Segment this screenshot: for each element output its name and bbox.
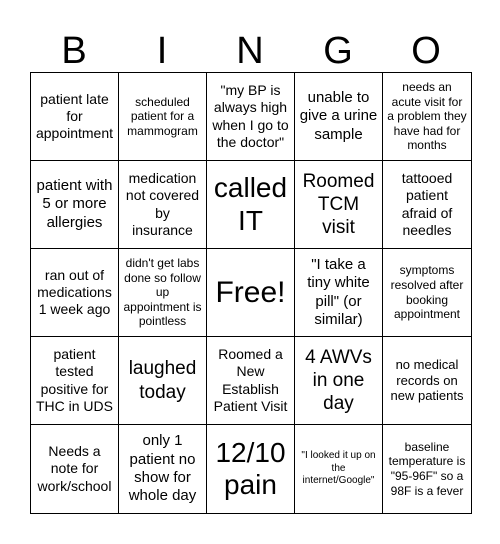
- bingo-cell-r4-c1[interactable]: patient tested positive for THC in UDS: [31, 337, 119, 425]
- bingo-cell-r2-c5[interactable]: tattooed patient afraid of needles: [383, 161, 471, 249]
- bingo-cell-r4-c3[interactable]: Roomed a New Establish Patient Visit: [207, 337, 295, 425]
- bingo-cell-r1-c1[interactable]: patient late for appointment: [31, 73, 119, 161]
- bingo-cell-r5-c3[interactable]: 12/10 pain: [207, 425, 295, 513]
- bingo-cell-r1-c5[interactable]: needs an acute visit for a problem they have had for months: [383, 73, 471, 161]
- header-letter-n: N: [236, 30, 264, 72]
- bingo-cell-r2-c3[interactable]: called IT: [207, 161, 295, 249]
- bingo-cell-r3-c2[interactable]: didn't get labs done so follow up appointment is pointless: [119, 249, 207, 337]
- bingo-cell-r1-c3[interactable]: "my BP is always high when I go to the doctor": [207, 73, 295, 161]
- bingo-cell-r3-c1[interactable]: ran out of medications 1 week ago: [31, 249, 119, 337]
- bingo-cell-r1-c2[interactable]: scheduled patient for a mammogram: [119, 73, 207, 161]
- bingo-cell-r2-c2[interactable]: medication not covered by insurance: [119, 161, 207, 249]
- bingo-cell-r3-c4[interactable]: "I take a tiny white pill" (or similar): [295, 249, 383, 337]
- bingo-cell-r4-c2[interactable]: laughed today: [119, 337, 207, 425]
- bingo-cell-r4-c4[interactable]: 4 AWVs in one day: [295, 337, 383, 425]
- bingo-cell-r1-c4[interactable]: unable to give a urine sample: [295, 73, 383, 161]
- bingo-cell-r5-c2[interactable]: only 1 patient no show for whole day: [119, 425, 207, 513]
- bingo-cell-r2-c4[interactable]: Roomed TCM visit: [295, 161, 383, 249]
- header-letter-b: B: [61, 30, 87, 72]
- bingo-cell-r2-c1[interactable]: patient with 5 or more allergies: [31, 161, 119, 249]
- header-letter-i: I: [156, 30, 168, 72]
- header-letter-o: O: [411, 30, 441, 72]
- bingo-cell-r5-c5[interactable]: baseline temperature is "95-96F" so a 98F is a fever: [388, 439, 466, 498]
- header-letter-g: G: [323, 30, 353, 72]
- bingo-cell-r5-c1[interactable]: Needs a note for work/school: [31, 425, 119, 513]
- bingo-board: [30, 72, 472, 514]
- bingo-cell-r3-c5[interactable]: symptoms resolved after booking appointment: [383, 249, 471, 337]
- bingo-cell-r5-c4[interactable]: "I looked it up on the internet/Google": [295, 425, 383, 513]
- bingo-cell-r4-c5[interactable]: no medical records on new patients: [383, 337, 471, 425]
- bingo-cell-free[interactable]: Free!: [207, 249, 295, 337]
